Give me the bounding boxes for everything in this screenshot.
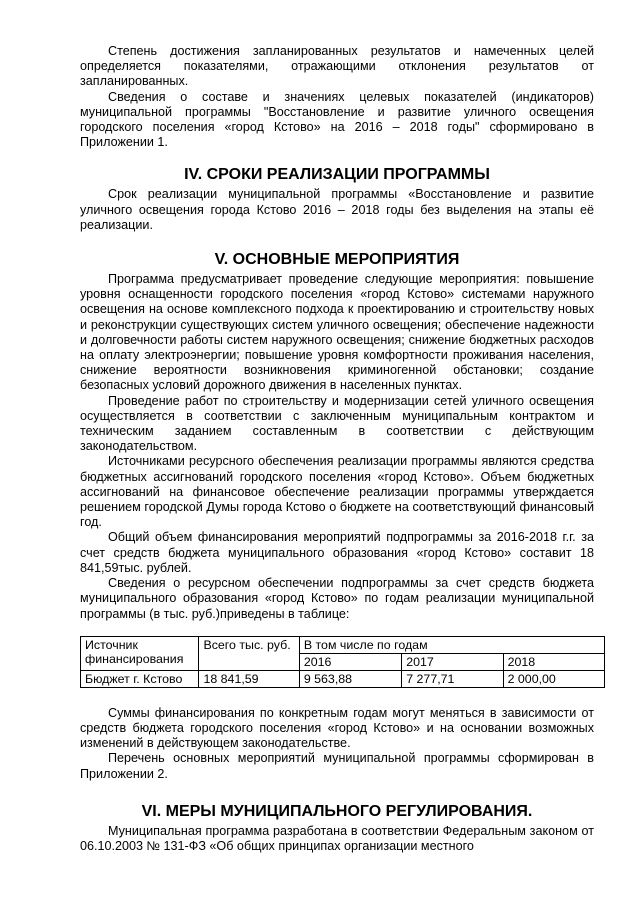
paragraph: Муниципальная программа разработана в соответствии Федеральным законом от 06.10.2003 № 131-ФЗ «Об общих принципах организации местного [80,823,594,853]
paragraph: Сведения о ресурсном обеспечении подпрограммы за счет средств бюджета муниципального образования «город Кстово» по годам реализации муниципальной программы (в тыс. руб.)приведены в таблице: [80,576,594,621]
section-heading-vi: VI. МЕРЫ МУНИЦИПАЛЬНОГО РЕГУЛИРОВАНИЯ. [141,802,533,820]
header-total-cell: Всего тыс. руб. [199,636,299,670]
row-total-cell: 18 841,59 [199,670,299,687]
paragraph: Степень достижения запланированных результатов и намеченных целей определяется показателями, отражающими отклонения результатов от запланированных. [80,44,594,89]
header-year-cell: 2017 [402,653,503,670]
paragraph: Проведение работ по строительству и модернизации сетей уличного освещения осуществляется в соответствии с заключенным муниципальным контрактом и техническим заданием составленным в соответствии с действующим законодательством. [80,393,594,454]
row-value-cell: 9 563,88 [299,670,401,687]
section-heading-iv: IV. СРОКИ РЕАЛИЗАЦИИ ПРОГРАММЫ [184,166,490,184]
financing-table [80,636,605,688]
row-value-cell: 7 277,71 [402,670,503,687]
table-header-row [81,636,605,653]
header-year-cell: 2016 [299,653,401,670]
paragraph: Перечень основных мероприятий муниципальной программы сформирован в Приложении 2. [80,751,594,781]
document-content [80,44,594,854]
row-source-cell: Бюджет г. Кстово [81,670,199,687]
table-row [81,670,605,687]
section-heading-v: V. ОСНОВНЫЕ МЕРОПРИЯТИЯ [214,251,460,269]
paragraph: Общий объем финансирования мероприятий подпрограммы за 2016-2018 г.г. за счет средств бюджета муниципального образования «город Кстово» составит 18 841,59тыс. рублей. [80,530,594,575]
header-year-cell: 2018 [503,653,604,670]
paragraph: Срок реализации муниципальной программы «Восстановление и развитие уличного освещения города Кстово 2016 – 2018 годы без выделения на этапы её реализации. [80,187,594,232]
header-source-cell: Источник финансирования [81,636,199,670]
header-years-cell: В том числе по годам [299,636,604,653]
row-value-cell: 2 000,00 [503,670,604,687]
paragraph: Сведения о составе и значениях целевых показателей (индикаторов) муниципальной программы "Восстановление и развитие уличного освещения городского поселения «город Кстово» на 2016 – 2018 годы" сформировано в Приложении 1. [80,89,594,150]
paragraph: Программа предусматривает проведение следующие мероприятия: повышение уровня оснащенности городского поселения «город Кстово» системами наружного освещения на основе комплексного подхода к проектированию и строительству новых и реконструкции существующих систем уличного освещения; обеспечение надежности и долговечности работы систем наружного освещения; снижение бюджетных расходов на оплату электроэнергии; повышение уровня комфортности проживания населения, снижение вероятности возникновения криминогенной обстановки; создание безопасных условий дорожного движения в населенных пунктах. [80,272,594,393]
paragraph: Суммы финансирования по конкретным годам могут меняться в зависимости от средств бюджета городского поселения «город Кстово» и на основании возможных изменений в действующем законодательстве. [80,705,594,751]
paragraph: Источниками ресурсного обеспечения реализации программы являются средства бюджетных ассигнований городского поселения «город Кстово». Объем бюджетных ассигнований на финансовое обеспечение реализации программы утверждается решением городской Думы города Кстово о бюджете на соответствующий финансовый год. [80,454,594,530]
